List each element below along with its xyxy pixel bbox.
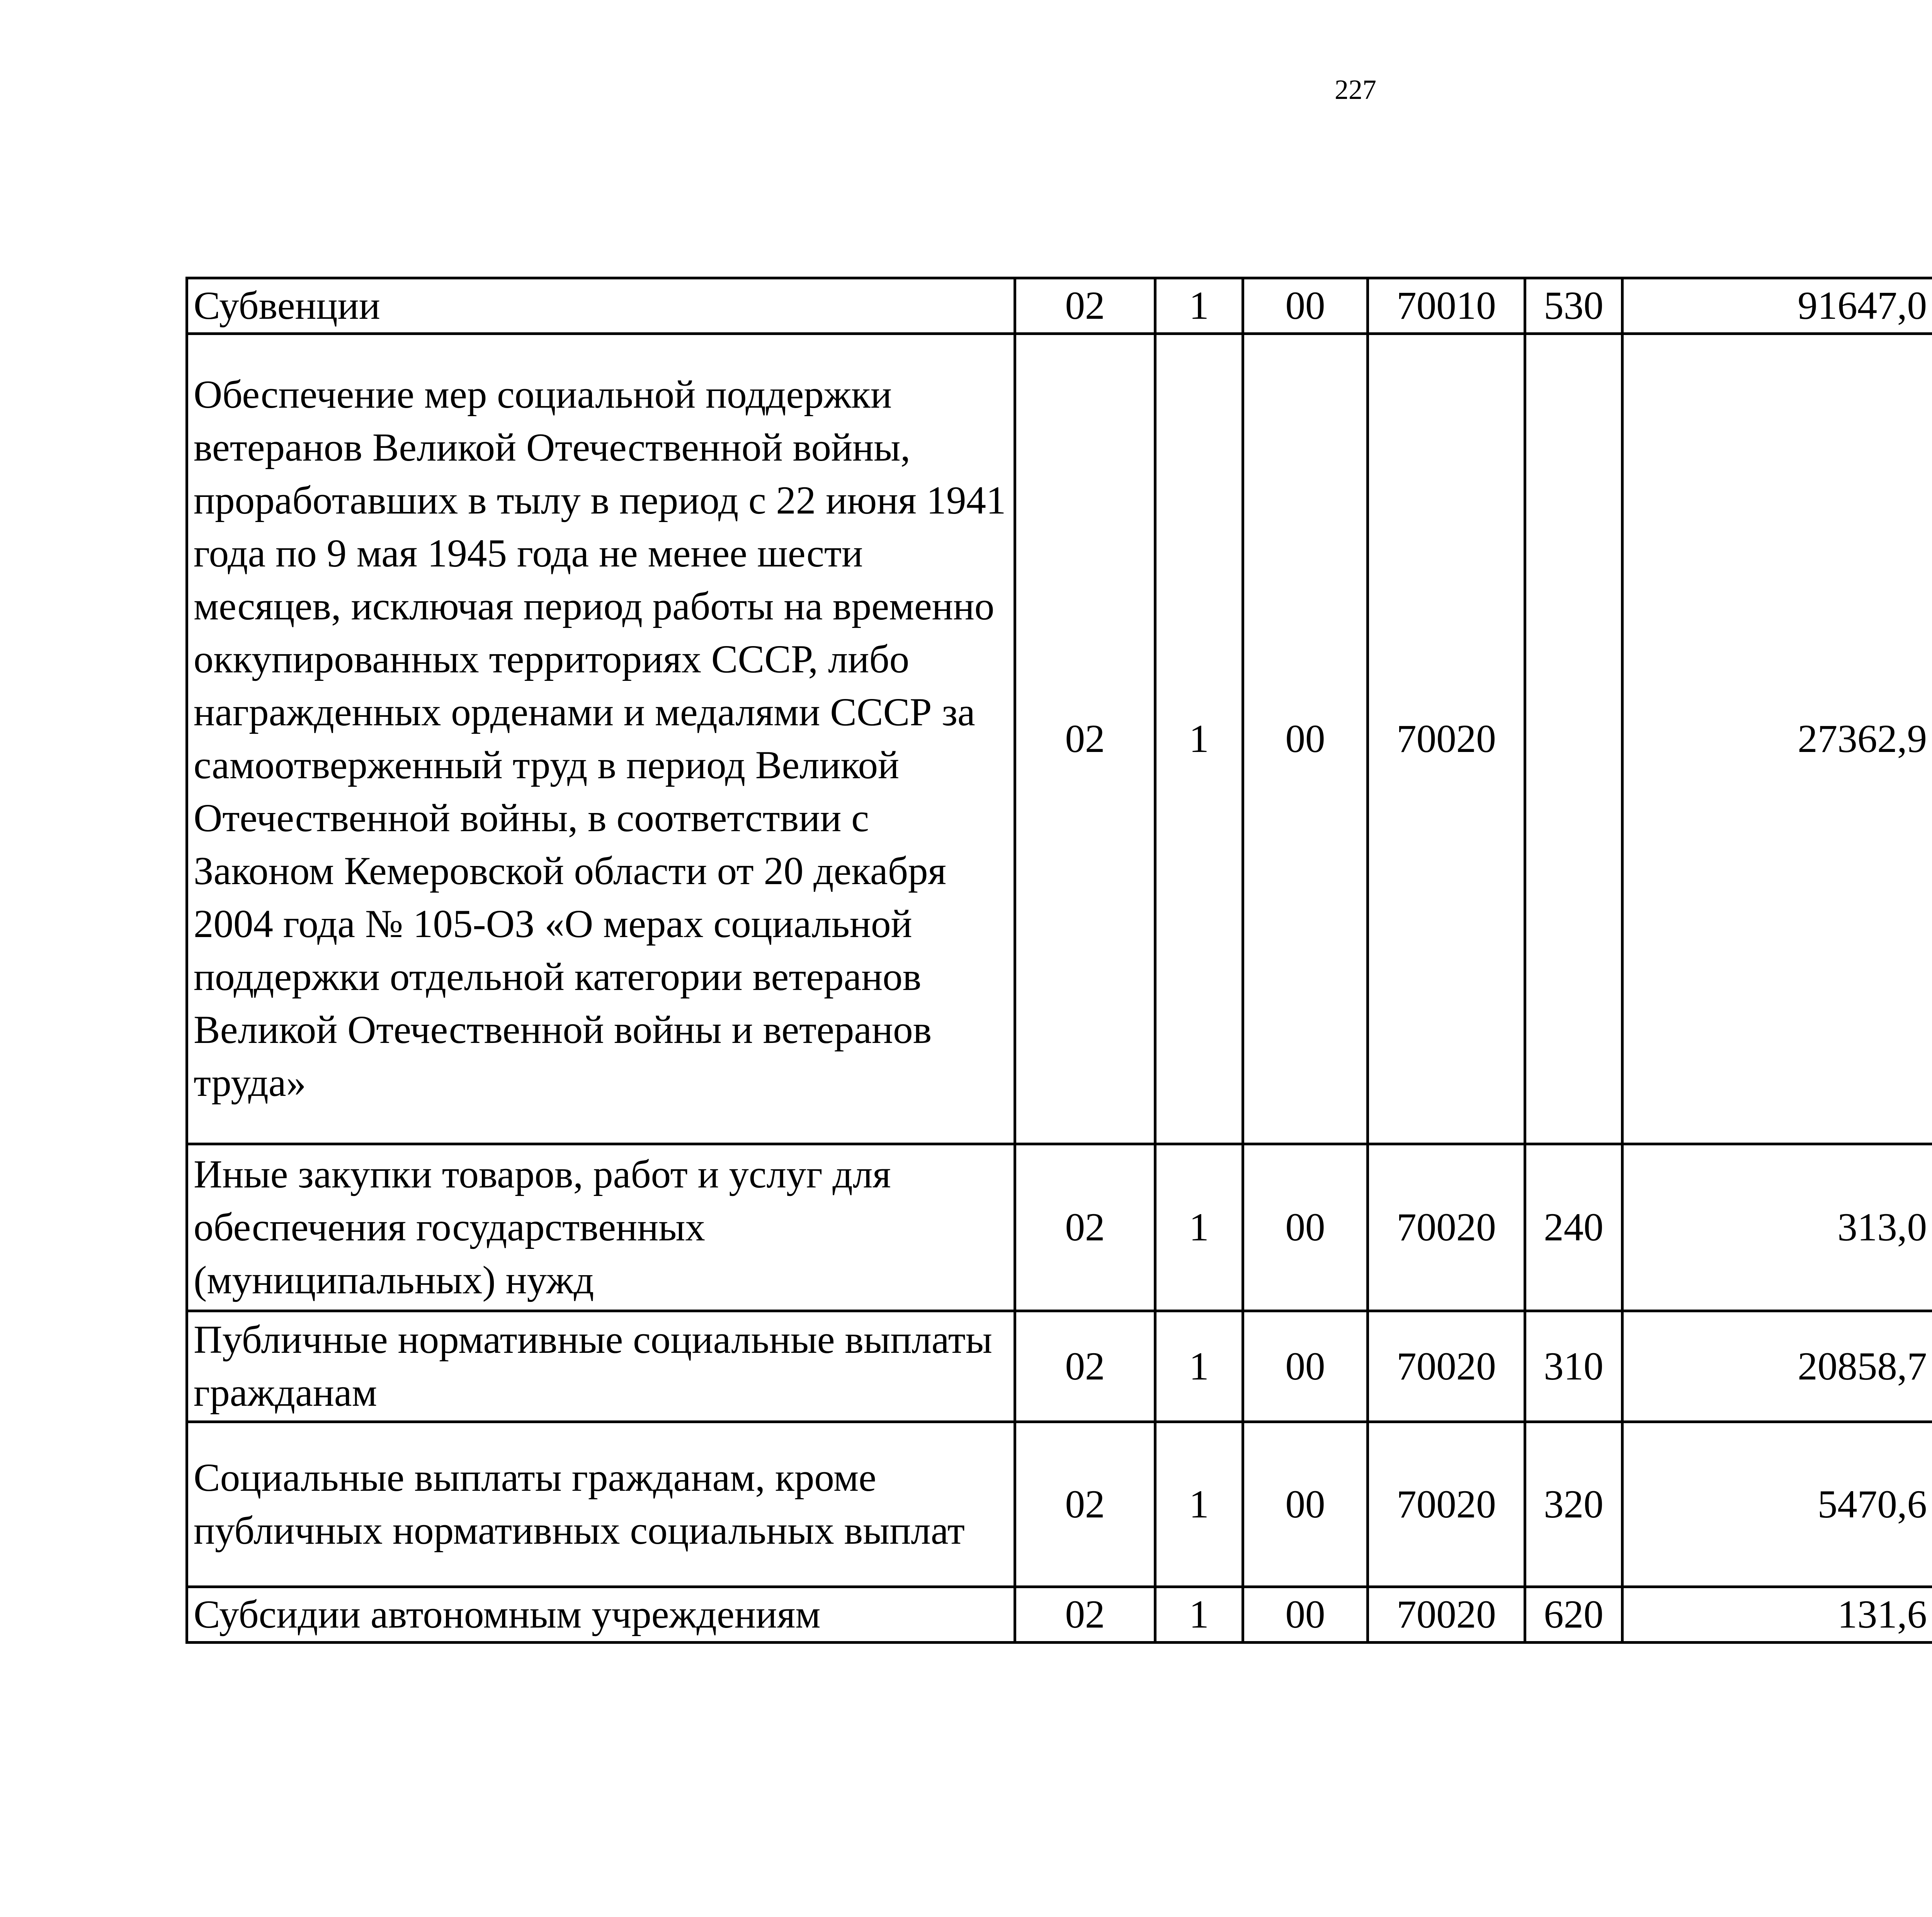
row-name: Публичные нормативные социальные выплаты гражданам [187, 1311, 1015, 1422]
expense-type-code [1525, 334, 1622, 1144]
program-code: 1 [1155, 1422, 1243, 1587]
expense-type-code: 530 [1525, 278, 1622, 334]
row-name: Обеспечение мер социальной поддержки ветеранов Великой Отечественной войны, проработавших в тылу в период с 22 июня 1941 года по 9 мая 1945 года не менее шести месяцев, исключая период работы на временно оккупированных территориях СССР, либо награжденных орденами и медалями СССР за самоотверженный труд в период Великой Отечественной войны, в соответствии с Законом Кемеровской области от 20 декабря 2004 года № 105-ОЗ «О мерах социальной поддержки отдельной категории ветеранов Великой Отечественной войны и ветеранов труда» [187, 334, 1015, 1144]
expense-type-code: 320 [1525, 1422, 1622, 1587]
program-code: 1 [1155, 278, 1243, 334]
subprogram-code: 00 [1243, 1144, 1368, 1311]
section-code: 02 [1015, 1311, 1155, 1422]
section-code: 02 [1015, 1422, 1155, 1587]
direction-code: 70020 [1368, 334, 1525, 1144]
amount-year-1: 5470,6 [1622, 1422, 1932, 1587]
subprogram-code: 00 [1243, 1422, 1368, 1587]
program-code: 1 [1155, 1587, 1243, 1643]
budget-table [185, 277, 1932, 1644]
table-row [187, 1144, 1932, 1311]
subprogram-code: 00 [1243, 334, 1368, 1144]
row-name: Субсидии автономным учреждениям [187, 1587, 1015, 1643]
program-code: 1 [1155, 1311, 1243, 1422]
amount-year-1: 131,6 [1622, 1587, 1932, 1643]
subprogram-code: 00 [1243, 278, 1368, 334]
section-code: 02 [1015, 1144, 1155, 1311]
amount-year-1: 27362,9 [1622, 334, 1932, 1144]
direction-code: 70020 [1368, 1422, 1525, 1587]
table-row [187, 278, 1932, 334]
direction-code: 70020 [1368, 1587, 1525, 1643]
subprogram-code: 00 [1243, 1311, 1368, 1422]
direction-code: 70010 [1368, 278, 1525, 334]
expense-type-code: 620 [1525, 1587, 1622, 1643]
page-number: 227 [1335, 74, 1376, 105]
amount-year-1: 91647,0 [1622, 278, 1932, 334]
table-row [187, 1422, 1932, 1587]
amount-year-1: 313,0 [1622, 1144, 1932, 1311]
subprogram-code: 00 [1243, 1587, 1368, 1643]
section-code: 02 [1015, 278, 1155, 334]
program-code: 1 [1155, 1144, 1243, 1311]
direction-code: 70020 [1368, 1144, 1525, 1311]
section-code: 02 [1015, 1587, 1155, 1643]
row-name: Иные закупки товаров, работ и услуг для обеспечения государственных (муниципальных) нужд [187, 1144, 1015, 1311]
table-row [187, 1587, 1932, 1643]
amount-year-1: 20858,7 [1622, 1311, 1932, 1422]
row-name: Социальные выплаты гражданам, кроме публичных нормативных социальных выплат [187, 1422, 1015, 1587]
table-row [187, 1311, 1932, 1422]
row-name: Субвенции [187, 278, 1015, 334]
expense-type-code: 310 [1525, 1311, 1622, 1422]
program-code: 1 [1155, 334, 1243, 1144]
section-code: 02 [1015, 334, 1155, 1144]
direction-code: 70020 [1368, 1311, 1525, 1422]
expense-type-code: 240 [1525, 1144, 1622, 1311]
table-row [187, 334, 1932, 1144]
